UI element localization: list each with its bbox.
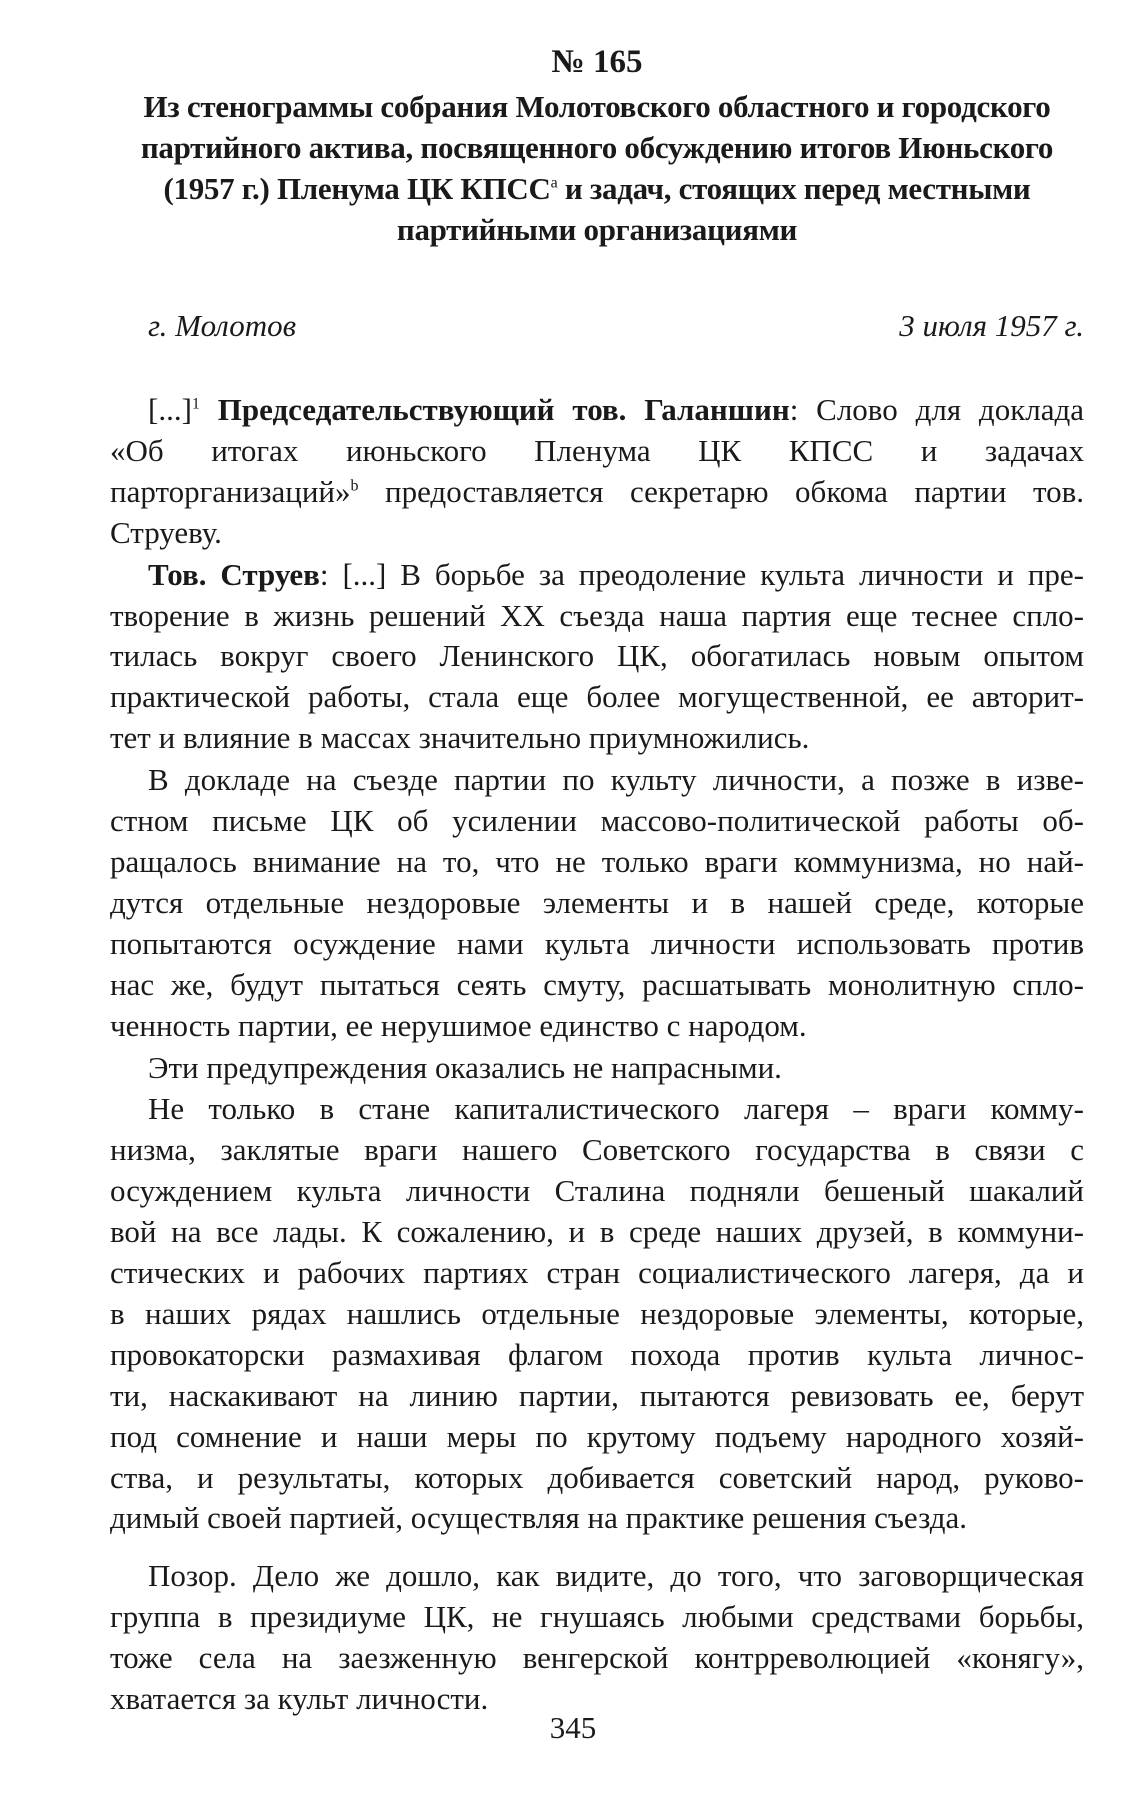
title-line: [110, 168, 1084, 209]
place-date-row: [110, 306, 1084, 346]
paragraph-enemies: [110, 1089, 1084, 1539]
title-line: партийными организациями: [396, 212, 798, 247]
text-line: [110, 390, 1084, 431]
text-line: ти, наскакивают на линию партии, пытаются ревизовать ее, берут: [110, 1377, 1084, 1413]
text-line: низма, заклятые враги нашего Советского государства в связи с: [110, 1132, 1084, 1168]
footnote-marker-a: a: [550, 174, 558, 192]
paragraph-chair-opening: [110, 390, 1084, 554]
text-line: практической работы, стала еще более могущественной, ее авторит-: [110, 679, 1084, 715]
speech-text: : Слово для доклада: [789, 392, 1085, 427]
text-line: ства, и результаты, которых добивается советский народ, руково-: [110, 1459, 1084, 1495]
title-line: партийного актива, посвященного обсуждению итогов Июньского: [140, 130, 1054, 165]
text-line: тоже села на заезженную венгерской контрреволюцией «конягу»,: [110, 1640, 1084, 1676]
text-line: «Об итогах июньского Пленума ЦК КПСС и задачах: [110, 432, 1084, 468]
text-line: Не только в стане капиталистического лагеря – враги комму-: [148, 1091, 1084, 1127]
footnote-marker-1: 1: [191, 395, 200, 413]
document-place: г. Молотов: [148, 308, 297, 343]
text-line: ченность партии, ее нерушимое единство с народом.: [110, 1007, 807, 1043]
speaker-name: Председательствующий тов. Галаншин: [217, 392, 790, 427]
text-line: стических и рабочих партиях стран социалистического лагеря, да и: [110, 1255, 1084, 1291]
speech-text: парторганизаций»: [110, 473, 351, 509]
text-line: Струеву.: [110, 514, 222, 550]
speech-text: предоставляется секретарю обкома партии тов.: [358, 473, 1084, 509]
speech-text: : [...] В борьбе за преодоление культа личности и пре-: [319, 556, 1084, 592]
text-line: хватается за культ личности.: [110, 1681, 489, 1717]
text-line: дутся отдельные нездоровые элементы и в нашей среде, которые: [110, 884, 1084, 920]
title-line-head: (1957 г.) Пленума ЦК КПСС: [163, 171, 551, 206]
text-line: димый своей партией, осуществляя на практике решения съезда.: [110, 1500, 968, 1536]
paragraph-report-warning: [110, 760, 1084, 1046]
paragraph-shame: [110, 1556, 1084, 1720]
document-date: 3 июля 1957 г.: [899, 308, 1084, 343]
paragraph-struev-speech: [110, 555, 1084, 760]
document-body: [110, 390, 1084, 1720]
text-line: В докладе на съезде партии по культу личности, а позже в изве-: [148, 762, 1084, 798]
text-line: провокаторски размахивая флагом похода против культа личнос-: [110, 1336, 1084, 1372]
text-line: осуждением культа личности Сталина подняли бешеный шакалий: [110, 1173, 1084, 1209]
text-line: Эти предупреждения оказались не напрасными.: [148, 1049, 782, 1085]
page-number: 345: [549, 1710, 597, 1745]
text-line: вой на все лады. К сожалению, и в среде наших друзей, в коммуни-: [110, 1214, 1084, 1250]
text-line: в наших рядах нашлись отдельные нездоровые элементы, которые,: [110, 1295, 1084, 1331]
text-line: группа в президиуме ЦК, не гнушаясь любыми средствами борьбы,: [110, 1599, 1084, 1635]
text-line: ращалось внимание на то, что не только враги коммунизма, но най-: [110, 843, 1084, 879]
title-line-tail: и задач, стоящих перед местными: [557, 171, 1031, 206]
document-number: № 165: [551, 44, 643, 80]
text-line: попытаются осуждение нами культа личности использовать против: [110, 925, 1084, 961]
ellipsis-mark: [...]: [148, 392, 192, 427]
text-line: [110, 555, 1084, 596]
text-line: творение в жизнь решений XX съезда наша партия еще теснее спло-: [110, 597, 1084, 633]
footnote-marker-b: b: [350, 477, 359, 495]
text-line: тилась вокруг своего Ленинского ЦК, обогатилась новым опытом: [110, 638, 1084, 674]
text-line: нас же, будут пытаться сеять смуту, расшатывать монолитную спло-: [110, 966, 1084, 1002]
text-line: стном письме ЦК об усилении массово-политической работы об-: [110, 803, 1084, 839]
speaker-name: Тов. Струев: [148, 556, 320, 592]
text-line: [110, 472, 1084, 513]
text-line: тет и влияние в массах значительно приумножились.: [110, 720, 810, 756]
text-line: под сомнение и наши меры по крутому подъему народного хозяй-: [110, 1418, 1084, 1454]
title-line: Из стенограммы собрания Молотовского областного и городского: [143, 89, 1051, 124]
paragraph-warnings-justified: [110, 1048, 1084, 1089]
text-line: Позор. Дело же дошло, как видите, до того, что заговорщическая: [148, 1558, 1084, 1594]
document-title: [110, 86, 1084, 250]
